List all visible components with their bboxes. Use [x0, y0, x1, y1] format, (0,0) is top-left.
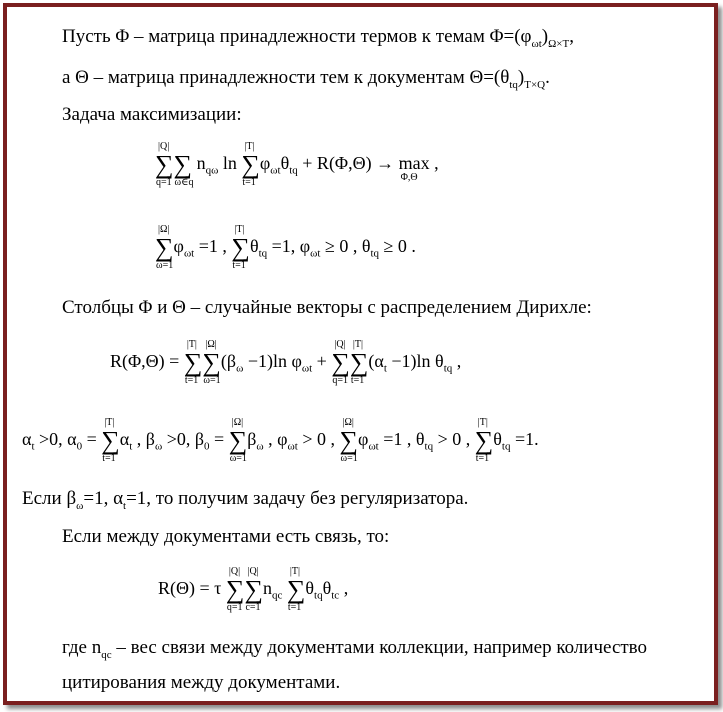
- paragraph-citation: цитирования между документами.: [62, 672, 341, 693]
- formula-maximization: ∑ |Q| q=1 ∑ ω∈q $n_{q\omega}$ ln ∑ |T| t=1 $\varphi_{\omega t}\theta_{tq} + R(\Phi,\Theta) \to \max$ Φ,Θ ,: [155, 141, 439, 188]
- paragraph-theta-definition: а Θ – матрица принадлежности тем к документам $\Theta=(\theta_{tq})_{T\times Q}$.: [62, 67, 550, 91]
- formula-constraints: ∑ |Ω| ω=1 $\varphi_{\omega t} =1$ , ∑ |T| t=1 $\theta_{tq} =1$, $\varphi_{\omega t} \ge 0$ , $\theta_{tq} \ge 0$ .: [155, 224, 416, 271]
- paragraph-maximization-task: Задача максимизации:: [62, 104, 242, 125]
- formula-regularizer-dirichlet: R(Φ,Θ) = ∑ |T| t=1 ∑ |Ω| ω=1 $(\beta_\omega -1)\ln$ $\varphi_{\omega t}$ + ∑ |Q| q=1 ∑ |T| t=1 $(\alpha_t -1)\ln$ $\theta_{tq}$ ,: [110, 339, 462, 386]
- formula-link-regularizer: R(Θ) = τ ∑ |Q| q=1 ∑ |Q| c=1 $n_{qc}$ ∑ |T| t=1 $\theta_{tq}\theta_{tc}$ ,: [158, 566, 349, 613]
- paragraph-link-between-documents: Если между документами есть связь, то:: [62, 526, 390, 547]
- paragraph-phi-definition: Пусть Φ – матрица принадлежности термов к темам $\Phi=(\varphi_{\omega t})_{\Omega\times T}$,: [62, 26, 574, 50]
- paragraph-weight-definition: где $n_{qc}$ – вес связи между документами коллекции, например количество: [62, 637, 648, 661]
- formula-parameters: $\alpha_t >0$, $\alpha_0$ = ∑ |T| t=1 $\alpha_t$ , $\beta_\omega >0$, $\beta_0$ = ∑ |Ω| ω=1 $\beta_\omega$ , $\varphi_{\omega t} > 0$ , ∑ |Ω| ω=1 $\varphi_{\omega t} =1$ , $\theta_{tq} > 0$ , ∑ |T| t=1 $\theta_{tq} =1$.: [22, 417, 539, 464]
- paragraph-dirichlet: Столбцы Φ и Θ – случайные векторы с распределением Дирихле:: [62, 297, 592, 318]
- paragraph-no-regularizer: Если $\beta_\omega=1$, $\alpha_t=1$, то получим задачу без регуляризатора.: [22, 488, 469, 512]
